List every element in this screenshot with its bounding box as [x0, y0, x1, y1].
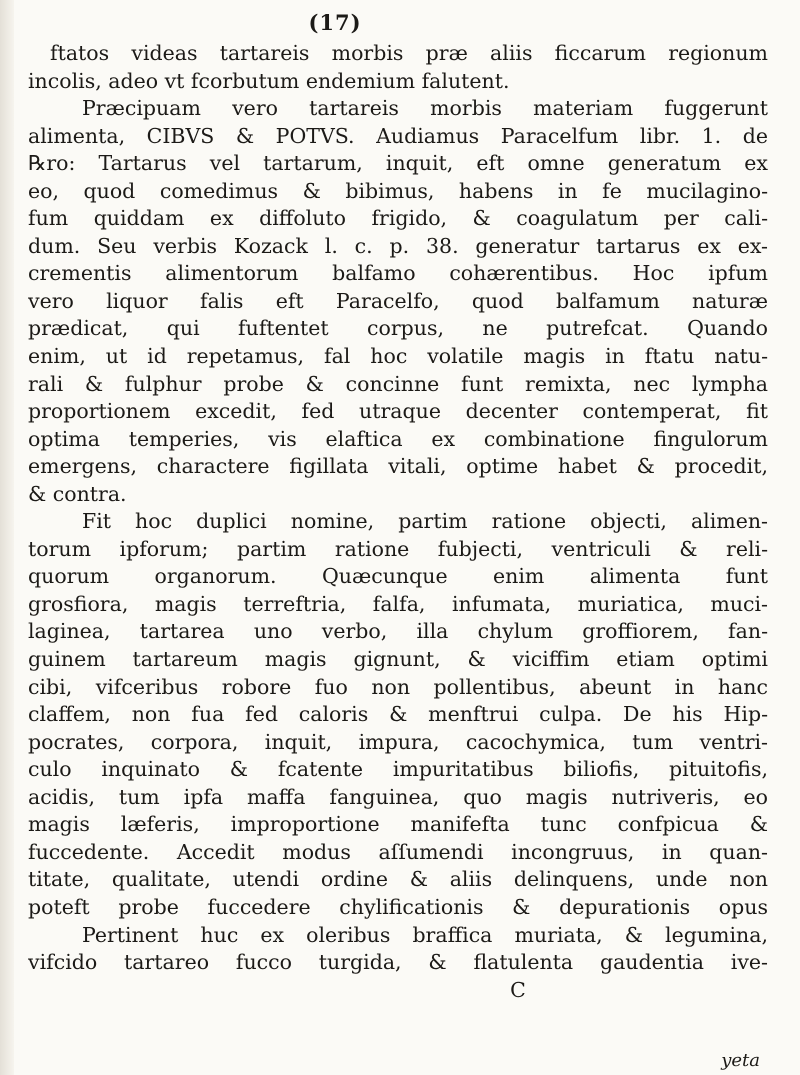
page-number: (17)	[308, 10, 362, 35]
text-line: eo, quod comedimus & bibimus, habens in fe mucilagino-	[28, 178, 768, 203]
catchword: yeta	[721, 1050, 760, 1071]
text-line: guinem tartareum magis gignunt, & viciffim etiam optimi	[28, 647, 768, 672]
text-line: Præcipuam vero tartareis morbis materiam fuggerunt	[82, 96, 768, 121]
text-line: vifcido tartareo fucco turgida, & flatulenta gaudentia ive-	[28, 950, 768, 975]
text-line: poteft probe fuccedere chylificationis & depurationis opus	[28, 894, 768, 919]
text-line: culo inquinato & fcatente impuritatibus biliofis, pituitofis,	[28, 757, 768, 782]
text-line: claffem, non fua fed caloris & menftrui culpa. De his Hip-	[28, 702, 768, 727]
text-line: vero liquor falis eft Paracelfo, quod balfamum naturæ	[28, 288, 768, 313]
text-line: emergens, charactere figillata vitali, optime habet & procedit,	[28, 454, 768, 479]
text-line: grosfiora, magis terreftria, falfa, infumata, muriatica, muci-	[28, 591, 768, 616]
text-line: enim, ut id repetamus, fal hoc volatile magis in ftatu natu-	[28, 344, 768, 369]
text-line: rali & fulphur probe & concinne funt remixta, nec lympha	[28, 371, 768, 396]
text-line: ftatos videas tartareis morbis præ aliis ficcarum regionum	[50, 41, 768, 65]
text-line: optima temperies, vis elaftica ex combinatione fingulorum	[28, 426, 768, 451]
text-line: acidis, tum ipfa maffa fanguinea, quo magis nutriveris, eo	[28, 784, 768, 809]
text-line: crementis alimentorum balfamo cohærentibus. Hoc ipfum	[28, 261, 768, 286]
text-line: quorum organorum. Quæcunque enim alimenta funt	[28, 564, 768, 589]
text-line: Fit hoc duplici nomine, partim ratione objecti, alimen-	[82, 509, 768, 534]
text-line: & contra.	[28, 481, 127, 506]
text-line: cibi, vifceribus robore fuo non pollentibus, abeunt in hanc	[28, 674, 768, 699]
text-line: torum ipforum; partim ratione fubjecti, ventriculi & reli-	[28, 536, 768, 561]
text-line: alimenta, CIBVS & POTVS. Audiamus Paracelfum libr. 1. de	[28, 123, 768, 148]
text-line: magis læferis, improportione manifefta tunc confpicua &	[28, 812, 768, 837]
signature-mark: C	[510, 977, 526, 1002]
text-line: fum quiddam ex diffoluto frigido, & coagulatum per cali-	[28, 206, 768, 231]
text-line: incolis, adeo vt fcorbutum endemium falutent.	[28, 68, 510, 93]
text-line: dum. Seu verbis Kozack l. c. p. 38. generatur tartarus ex ex-	[28, 233, 768, 258]
text-line: Pertinent huc ex oleribus braffica muriata, & legumina,	[82, 922, 768, 947]
page-gutter	[0, 0, 14, 1075]
text-line: pocrates, corpora, inquit, impura, cacochymica, tum ventri-	[28, 729, 768, 754]
text-line: ℞ro: Tartarus vel tartarum, inquit, eft omne generatum ex	[28, 151, 768, 176]
text-line: proportionem excedit, fed utraque decenter contemperat, fit	[28, 399, 768, 424]
text-line: fuccedente. Accedit modus aſſumendi incongruus, in quan-	[28, 839, 768, 864]
text-line: laginea, tartarea uno verbo, illa chylum groffiorem, fan-	[28, 619, 768, 644]
text-line: titate, qualitate, utendi ordine & aliis delinquens, unde non	[28, 867, 768, 892]
text-line: prædicat, qui fuftentet corpus, ne putrefcat. Quando	[28, 316, 768, 341]
body-text	[28, 40, 768, 1004]
